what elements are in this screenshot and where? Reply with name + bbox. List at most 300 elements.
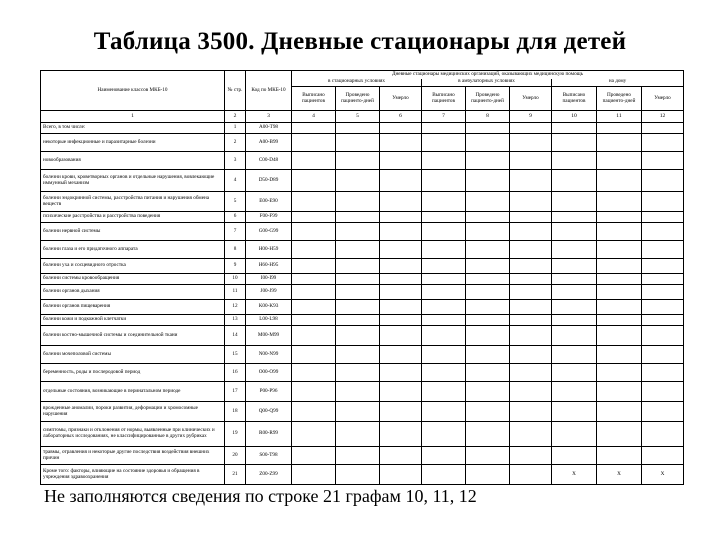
table-cell[interactable] <box>292 422 336 447</box>
table-cell[interactable] <box>642 192 684 212</box>
table-cell[interactable] <box>510 134 552 152</box>
row-icd-code: С00-D48 <box>246 152 292 170</box>
row-disease-name: болезни мочеполовой системы <box>41 346 225 364</box>
table-cell[interactable] <box>422 241 466 259</box>
table-cell[interactable] <box>422 447 466 465</box>
row-disease-name: Всего, в том числе: <box>41 123 225 134</box>
table-cell[interactable] <box>597 315 642 326</box>
header-discharged: Выписано пациентов <box>422 87 466 111</box>
header-patient-days: Проведено пациенто-дней <box>466 87 510 111</box>
table-cell[interactable] <box>336 300 380 315</box>
row-icd-code: S00-T98 <box>246 447 292 465</box>
header-died: Умерло <box>380 87 422 111</box>
table-cell[interactable] <box>292 346 336 364</box>
table-cell[interactable] <box>336 402 380 422</box>
table-cell[interactable] <box>466 223 510 241</box>
table-cell[interactable] <box>466 241 510 259</box>
table-cell[interactable] <box>422 402 466 422</box>
row-number: 6 <box>225 212 246 223</box>
table-row <box>41 170 684 192</box>
row-number: 10 <box>225 274 246 285</box>
table-cell[interactable] <box>597 346 642 364</box>
table-cell[interactable] <box>642 402 684 422</box>
row-disease-name: беременность, роды и послеродовой период <box>41 364 225 382</box>
table-row <box>41 152 684 170</box>
table-cell[interactable] <box>642 326 684 346</box>
header-section-inpatient: в стационарных условиях <box>292 79 422 87</box>
table-cell[interactable] <box>510 123 552 134</box>
row-disease-name: болезни кожи и подкожной клетчатки <box>41 315 225 326</box>
header-row-no: № стр. <box>225 71 246 111</box>
row-number: 17 <box>225 382 246 402</box>
table-cell[interactable] <box>422 259 466 274</box>
header-patient-days: Проведено пациенто-дней <box>597 87 642 111</box>
table-row <box>41 364 684 382</box>
table-cell[interactable] <box>422 170 466 192</box>
table-cell[interactable] <box>597 192 642 212</box>
table-cell[interactable] <box>422 285 466 300</box>
table-cell[interactable] <box>336 346 380 364</box>
table-cell[interactable] <box>380 285 422 300</box>
table-row <box>41 300 684 315</box>
column-number: 4 <box>292 111 336 123</box>
table-cell[interactable] <box>642 315 684 326</box>
row-number: 14 <box>225 326 246 346</box>
table-cell[interactable] <box>380 465 422 485</box>
table-cell[interactable] <box>466 326 510 346</box>
column-number: 10 <box>552 111 597 123</box>
table-cell[interactable] <box>336 170 380 192</box>
table-cell[interactable] <box>597 300 642 315</box>
table-cell[interactable] <box>380 241 422 259</box>
table-cell[interactable] <box>552 326 597 346</box>
table-cell[interactable] <box>422 123 466 134</box>
table-cell[interactable] <box>597 422 642 447</box>
table-cell[interactable] <box>292 223 336 241</box>
table-cell[interactable] <box>552 241 597 259</box>
table-cell[interactable] <box>466 422 510 447</box>
table-cell[interactable] <box>380 123 422 134</box>
column-number: 11 <box>597 111 642 123</box>
not-filled-x-mark: X <box>597 465 642 485</box>
table-cell[interactable] <box>642 382 684 402</box>
table-cell[interactable] <box>552 192 597 212</box>
row-icd-code: I00-I99 <box>246 274 292 285</box>
table-cell[interactable] <box>422 364 466 382</box>
table-cell[interactable] <box>292 259 336 274</box>
table-cell[interactable] <box>642 134 684 152</box>
table-cell[interactable] <box>510 364 552 382</box>
row-icd-code: O00-O99 <box>246 364 292 382</box>
table-cell[interactable] <box>597 212 642 223</box>
row-icd-code: А00-В99 <box>246 134 292 152</box>
table-row <box>41 382 684 402</box>
table-cell[interactable] <box>466 192 510 212</box>
table-cell[interactable] <box>380 300 422 315</box>
row-disease-name: болезни системы кровообращения <box>41 274 225 285</box>
table-cell[interactable] <box>422 465 466 485</box>
row-number: 5 <box>225 192 246 212</box>
row-icd-code: H00-H59 <box>246 241 292 259</box>
table-cell[interactable] <box>597 382 642 402</box>
header-discharged: Выписано пациентов <box>292 87 336 111</box>
column-number: 1 <box>41 111 225 123</box>
table-cell[interactable] <box>422 300 466 315</box>
table-cell[interactable] <box>510 346 552 364</box>
row-number: 13 <box>225 315 246 326</box>
row-disease-name: психические расстройства и расстройства поведения <box>41 212 225 223</box>
row-disease-name: болезни органов дыхания <box>41 285 225 300</box>
table-row <box>41 402 684 422</box>
row-number: 19 <box>225 422 246 447</box>
table-cell[interactable] <box>336 364 380 382</box>
table-cell[interactable] <box>466 300 510 315</box>
table-cell[interactable] <box>336 274 380 285</box>
row-number: 7 <box>225 223 246 241</box>
table-cell[interactable] <box>642 300 684 315</box>
table-cell[interactable] <box>380 170 422 192</box>
table-cell[interactable] <box>597 326 642 346</box>
row-disease-name: болезни глаза и его придаточного аппарата <box>41 241 225 259</box>
table-cell[interactable] <box>336 152 380 170</box>
table-cell[interactable] <box>380 315 422 326</box>
row-disease-name: новообразования <box>41 152 225 170</box>
row-icd-code: H60-H95 <box>246 259 292 274</box>
table-cell[interactable] <box>466 212 510 223</box>
table-cell[interactable] <box>642 274 684 285</box>
table-cell[interactable] <box>292 212 336 223</box>
row-disease-name: травмы, отравления и некоторые другие последствия воздействия внешних причин <box>41 447 225 465</box>
table-cell[interactable] <box>422 346 466 364</box>
table-row <box>41 285 684 300</box>
table-cell[interactable] <box>466 465 510 485</box>
table-cell[interactable] <box>597 170 642 192</box>
table-cell[interactable] <box>466 346 510 364</box>
table-cell[interactable] <box>597 123 642 134</box>
row-number: 15 <box>225 346 246 364</box>
table-cell[interactable] <box>552 152 597 170</box>
row-number: 2 <box>225 134 246 152</box>
table-cell[interactable] <box>466 285 510 300</box>
not-filled-x-mark: X <box>642 465 684 485</box>
table-cell[interactable] <box>380 192 422 212</box>
table-cell[interactable] <box>380 326 422 346</box>
table-cell[interactable] <box>422 134 466 152</box>
column-number: 7 <box>422 111 466 123</box>
table-cell[interactable] <box>422 315 466 326</box>
table-cell[interactable] <box>552 346 597 364</box>
column-number: 3 <box>246 111 292 123</box>
row-disease-name: болезни уха и сосцевидного отростка <box>41 259 225 274</box>
table-row <box>41 447 684 465</box>
table-cell[interactable] <box>422 382 466 402</box>
table-cell[interactable] <box>510 152 552 170</box>
table-cell[interactable] <box>642 447 684 465</box>
table-cell[interactable] <box>552 285 597 300</box>
row-number: 21 <box>225 465 246 485</box>
table-cell[interactable] <box>552 134 597 152</box>
row-disease-name: болезни крови, кроветворных органов и отдельные нарушения, вовлекающие иммунный механизм <box>41 170 225 192</box>
table-row <box>41 259 684 274</box>
table-cell[interactable] <box>597 364 642 382</box>
table-cell[interactable] <box>336 465 380 485</box>
table-cell[interactable] <box>292 170 336 192</box>
table-cell[interactable] <box>642 259 684 274</box>
table-cell[interactable] <box>642 212 684 223</box>
row-disease-name: болезни органов пищеварения <box>41 300 225 315</box>
row-number: 20 <box>225 447 246 465</box>
table-cell[interactable] <box>510 170 552 192</box>
statistics-table <box>40 70 684 485</box>
table-cell[interactable] <box>292 364 336 382</box>
row-number: 11 <box>225 285 246 300</box>
column-number: 12 <box>642 111 684 123</box>
row-icd-code: L00-L98 <box>246 315 292 326</box>
table-cell[interactable] <box>552 382 597 402</box>
table-cell[interactable] <box>380 223 422 241</box>
row-icd-code: N00-N99 <box>246 346 292 364</box>
row-disease-name: симптомы, признаки и отклонения от нормы, выявленные при клинических и лабораторных исследованиях, не классифицированные в других рубриках <box>41 422 225 447</box>
row-icd-code: F00-F99 <box>246 212 292 223</box>
table-row <box>41 212 684 223</box>
table-cell[interactable] <box>466 152 510 170</box>
table-cell[interactable] <box>466 447 510 465</box>
row-disease-name: врожденные аномалии, пороки развития, деформации и хромосомные нарушения <box>41 402 225 422</box>
table-cell[interactable] <box>380 422 422 447</box>
table-cell[interactable] <box>336 326 380 346</box>
table-cell[interactable] <box>552 123 597 134</box>
table-cell[interactable] <box>510 422 552 447</box>
table-cell[interactable] <box>292 300 336 315</box>
table-cell[interactable] <box>380 364 422 382</box>
table-cell[interactable] <box>466 382 510 402</box>
table-cell[interactable] <box>422 192 466 212</box>
table-cell[interactable] <box>292 192 336 212</box>
header-discharged: Выписано пациентов <box>552 87 597 111</box>
table-cell[interactable] <box>597 241 642 259</box>
table-cell[interactable] <box>642 170 684 192</box>
table-cell[interactable] <box>292 447 336 465</box>
table-cell[interactable] <box>597 134 642 152</box>
table-cell[interactable] <box>597 259 642 274</box>
header-died: Умерло <box>642 87 684 111</box>
table-cell[interactable] <box>642 285 684 300</box>
not-filled-x-mark: X <box>552 465 597 485</box>
table-row <box>41 223 684 241</box>
header-section-home: на дому <box>552 79 684 87</box>
table-cell[interactable] <box>380 346 422 364</box>
table-cell[interactable] <box>510 274 552 285</box>
table-cell[interactable] <box>552 447 597 465</box>
table-cell[interactable] <box>510 259 552 274</box>
table-cell[interactable] <box>466 364 510 382</box>
table-cell[interactable] <box>292 274 336 285</box>
row-disease-name: болезни нервной системы <box>41 223 225 241</box>
table-cell[interactable] <box>336 422 380 447</box>
table-cell[interactable] <box>336 382 380 402</box>
table-cell[interactable] <box>510 326 552 346</box>
header-died: Умерло <box>510 87 552 111</box>
table-cell[interactable] <box>642 364 684 382</box>
table-cell[interactable] <box>336 192 380 212</box>
column-number: 8 <box>466 111 510 123</box>
table-cell[interactable] <box>466 170 510 192</box>
table-cell[interactable] <box>552 212 597 223</box>
table-cell[interactable] <box>510 212 552 223</box>
table-cell[interactable] <box>510 465 552 485</box>
table-cell[interactable] <box>336 241 380 259</box>
row-icd-code: Z00-Z99 <box>246 465 292 485</box>
table-cell[interactable] <box>510 241 552 259</box>
table-cell[interactable] <box>380 382 422 402</box>
table-cell[interactable] <box>336 123 380 134</box>
table-cell[interactable] <box>422 274 466 285</box>
table-cell[interactable] <box>292 123 336 134</box>
row-icd-code: G00-G99 <box>246 223 292 241</box>
table-cell[interactable] <box>510 285 552 300</box>
row-number: 1 <box>225 123 246 134</box>
table-cell[interactable] <box>380 152 422 170</box>
table-cell[interactable] <box>422 152 466 170</box>
table-cell[interactable] <box>552 274 597 285</box>
table-cell[interactable] <box>552 223 597 241</box>
table-cell[interactable] <box>380 259 422 274</box>
table-cell[interactable] <box>336 134 380 152</box>
row-icd-code: Е00-Е90 <box>246 192 292 212</box>
table-cell[interactable] <box>466 402 510 422</box>
table-cell[interactable] <box>597 223 642 241</box>
table-cell[interactable] <box>642 152 684 170</box>
column-number: 9 <box>510 111 552 123</box>
table-cell[interactable] <box>292 285 336 300</box>
row-disease-name: болезни костно-мышечной системы и соединительной ткани <box>41 326 225 346</box>
table-cell[interactable] <box>292 241 336 259</box>
table-cell[interactable] <box>642 346 684 364</box>
row-icd-code: P00-P96 <box>246 382 292 402</box>
table-cell[interactable] <box>510 300 552 315</box>
row-icd-code: K00-K93 <box>246 300 292 315</box>
table-cell[interactable] <box>466 134 510 152</box>
table-cell[interactable] <box>552 422 597 447</box>
table-cell[interactable] <box>597 447 642 465</box>
page-title: Таблица 3500. Дневные стационары для детей <box>93 28 627 55</box>
table-row <box>41 274 684 285</box>
header-code: Код по МКБ-10 <box>246 71 292 111</box>
row-icd-code: D50-D89 <box>246 170 292 192</box>
table-cell[interactable] <box>597 285 642 300</box>
table-cell[interactable] <box>336 223 380 241</box>
table-cell[interactable] <box>380 274 422 285</box>
table-cell[interactable] <box>642 123 684 134</box>
header-section-outpatient: в амбулаторных условиях <box>422 79 552 87</box>
table-cell[interactable] <box>380 134 422 152</box>
table-cell[interactable] <box>466 315 510 326</box>
row-disease-name: болезни эндокринной системы, расстройства питания и нарушения обмена веществ <box>41 192 225 212</box>
table-cell[interactable] <box>292 315 336 326</box>
table-cell[interactable] <box>380 447 422 465</box>
table-row <box>41 123 684 134</box>
table-cell[interactable] <box>552 402 597 422</box>
table-cell[interactable] <box>292 134 336 152</box>
row-number: 18 <box>225 402 246 422</box>
row-icd-code: А00-Т98 <box>246 123 292 134</box>
table-row <box>41 326 684 346</box>
table-body <box>41 123 684 485</box>
table-cell[interactable] <box>336 315 380 326</box>
row-disease-name: отдельные состояния, возникающие в перинатальном периоде <box>41 382 225 402</box>
table-row <box>41 134 684 152</box>
table-cell[interactable] <box>510 223 552 241</box>
table-cell[interactable] <box>642 422 684 447</box>
header-group: Дневные стационары медицинских организаций, оказывающих медицинскую помощь <box>292 71 684 79</box>
table-cell[interactable] <box>552 364 597 382</box>
table-cell[interactable] <box>597 152 642 170</box>
column-number: 6 <box>380 111 422 123</box>
row-number: 16 <box>225 364 246 382</box>
table-cell[interactable] <box>422 212 466 223</box>
header-name-col: Наименование классов МКБ-10 <box>41 71 225 111</box>
table-cell[interactable] <box>292 152 336 170</box>
column-numbers-row <box>41 111 684 123</box>
column-number: 2 <box>225 111 246 123</box>
table-cell[interactable] <box>510 402 552 422</box>
row-number: 8 <box>225 241 246 259</box>
table-cell[interactable] <box>510 447 552 465</box>
table-cell[interactable] <box>466 274 510 285</box>
table-cell[interactable] <box>597 274 642 285</box>
table-cell[interactable] <box>552 315 597 326</box>
footnote: Не заполняются сведения по строке 21 графам 10, 11, 12 <box>44 486 477 506</box>
table-cell[interactable] <box>552 300 597 315</box>
table-cell[interactable] <box>292 382 336 402</box>
table-cell[interactable] <box>380 212 422 223</box>
table-cell[interactable] <box>292 465 336 485</box>
table-cell[interactable] <box>597 402 642 422</box>
table-cell[interactable] <box>336 212 380 223</box>
table-cell[interactable] <box>510 315 552 326</box>
row-icd-code: M00-M99 <box>246 326 292 346</box>
table-cell[interactable] <box>292 402 336 422</box>
table-cell[interactable] <box>510 382 552 402</box>
table-cell[interactable] <box>422 326 466 346</box>
table-row <box>41 241 684 259</box>
table-cell[interactable] <box>552 170 597 192</box>
table-cell[interactable] <box>466 259 510 274</box>
row-disease-name: некоторые инфекционные и паразитарные болезни <box>41 134 225 152</box>
table-row <box>41 346 684 364</box>
table-cell[interactable] <box>336 447 380 465</box>
row-icd-code: R00-R99 <box>246 422 292 447</box>
table-cell[interactable] <box>380 402 422 422</box>
row-icd-code: J00-J99 <box>246 285 292 300</box>
row-disease-name: Кроме того: факторы, влияющие на состояние здоровья и обращения в учреждения здравоохранения <box>41 465 225 485</box>
table-cell[interactable] <box>422 422 466 447</box>
table-row <box>41 465 684 485</box>
table-cell[interactable] <box>552 259 597 274</box>
table-cell[interactable] <box>292 326 336 346</box>
table-cell[interactable] <box>336 259 380 274</box>
row-icd-code: Q00-Q99 <box>246 402 292 422</box>
row-number: 9 <box>225 259 246 274</box>
table-cell[interactable] <box>510 192 552 212</box>
table-cell[interactable] <box>336 285 380 300</box>
table-cell[interactable] <box>642 223 684 241</box>
row-number: 12 <box>225 300 246 315</box>
table-row <box>41 422 684 447</box>
table-cell[interactable] <box>466 123 510 134</box>
table-cell[interactable] <box>642 241 684 259</box>
table-cell[interactable] <box>422 223 466 241</box>
